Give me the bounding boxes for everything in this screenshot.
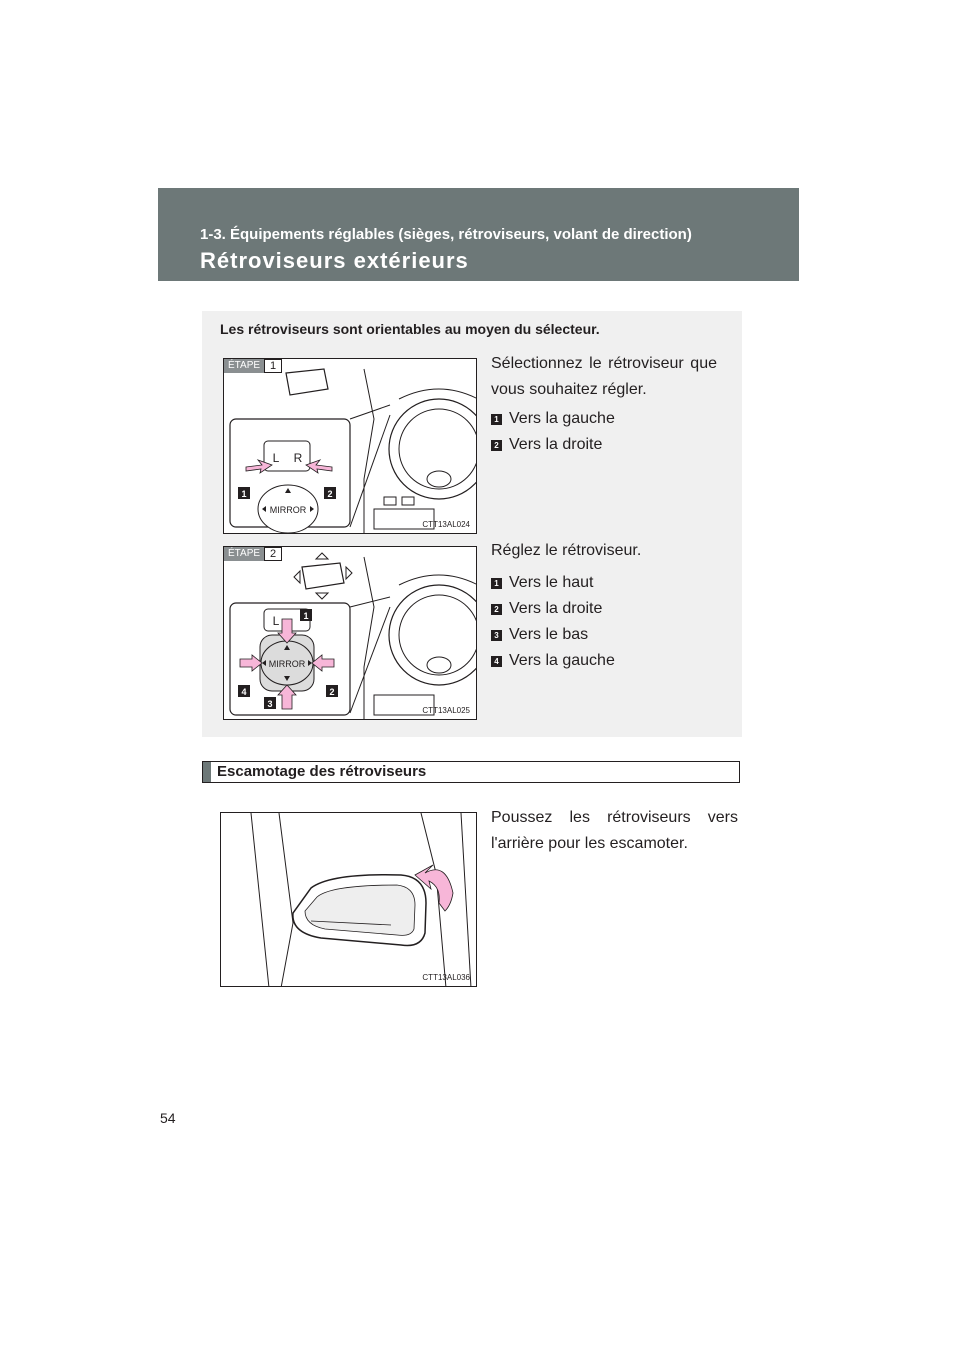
- step2-figure: [223, 546, 477, 720]
- item-number: 2: [491, 440, 502, 451]
- item-number: 1: [491, 414, 502, 425]
- item-label: Vers la gauche: [509, 652, 615, 669]
- item-label: Vers la gauche: [509, 410, 615, 427]
- list-item: [491, 570, 615, 596]
- callout-2: 2: [327, 489, 333, 499]
- switch-mirror-label: MIRROR: [268, 659, 306, 669]
- step-word: ÉTAPE: [224, 547, 264, 561]
- item-number: 1: [491, 578, 502, 589]
- step1-tag: [224, 359, 282, 373]
- folding-illustration: [221, 813, 477, 987]
- item-label: Vers la droite: [509, 600, 603, 617]
- list-item: [491, 596, 615, 622]
- item-label: Vers la droite: [509, 436, 603, 453]
- list-item: [491, 622, 615, 648]
- step1-text: Sélectionnez le rétroviseur que vous souhaitez régler.: [491, 355, 717, 398]
- item-number: 3: [491, 630, 502, 641]
- step1-figure: [223, 358, 477, 534]
- callout-3: 3: [267, 699, 273, 709]
- folding-text: Poussez les rétroviseurs vers l'arrière pour les escamoter.: [491, 809, 738, 852]
- switch-right-label: R: [293, 451, 303, 465]
- list-item: [491, 648, 615, 674]
- heading-text: Escamotage des rétroviseurs: [217, 763, 427, 780]
- step-word: ÉTAPE: [224, 359, 264, 373]
- switch-mirror-label: MIRROR: [269, 505, 307, 515]
- item-label: Vers le bas: [509, 626, 589, 643]
- step2-tag: [224, 547, 282, 561]
- step-number: 1: [264, 359, 282, 373]
- folding-figure: [220, 812, 477, 987]
- page-title: Rétroviseurs extérieurs: [200, 248, 469, 273]
- switch-left-label: L: [272, 614, 280, 628]
- figure-code: CTT13AL024: [422, 520, 470, 529]
- folding-heading: [202, 761, 740, 783]
- section-label: 1-3. Équipements réglables (sièges, rétroviseurs, volant de direction): [200, 226, 692, 243]
- callout-1: 1: [303, 611, 309, 621]
- instruction-panel: [202, 311, 742, 737]
- item-number: 2: [491, 604, 502, 615]
- callout-4: 4: [241, 687, 247, 697]
- item-number: 4: [491, 656, 502, 667]
- switch-left-label: L: [272, 451, 280, 465]
- step2-list: [491, 570, 615, 674]
- step-number: 2: [264, 547, 282, 561]
- page-number: 54: [160, 1110, 176, 1126]
- callout-2: 2: [329, 687, 335, 697]
- item-label: Vers le haut: [509, 574, 594, 591]
- figure-code: CTT13AL025: [422, 706, 470, 715]
- list-item: [491, 406, 615, 432]
- step2-illustration: [224, 547, 477, 720]
- intro-text: Les rétroviseurs sont orientables au moyen du sélecteur.: [220, 321, 600, 337]
- heading-accent: [203, 762, 211, 782]
- step2-text: Réglez le rétroviseur.: [491, 542, 642, 559]
- step1-list: [491, 406, 615, 458]
- figure-code: CTT13AL036: [422, 973, 470, 982]
- callout-1: 1: [241, 489, 247, 499]
- chapter-header: [158, 188, 799, 281]
- step1-illustration: [224, 359, 477, 534]
- list-item: [491, 432, 615, 458]
